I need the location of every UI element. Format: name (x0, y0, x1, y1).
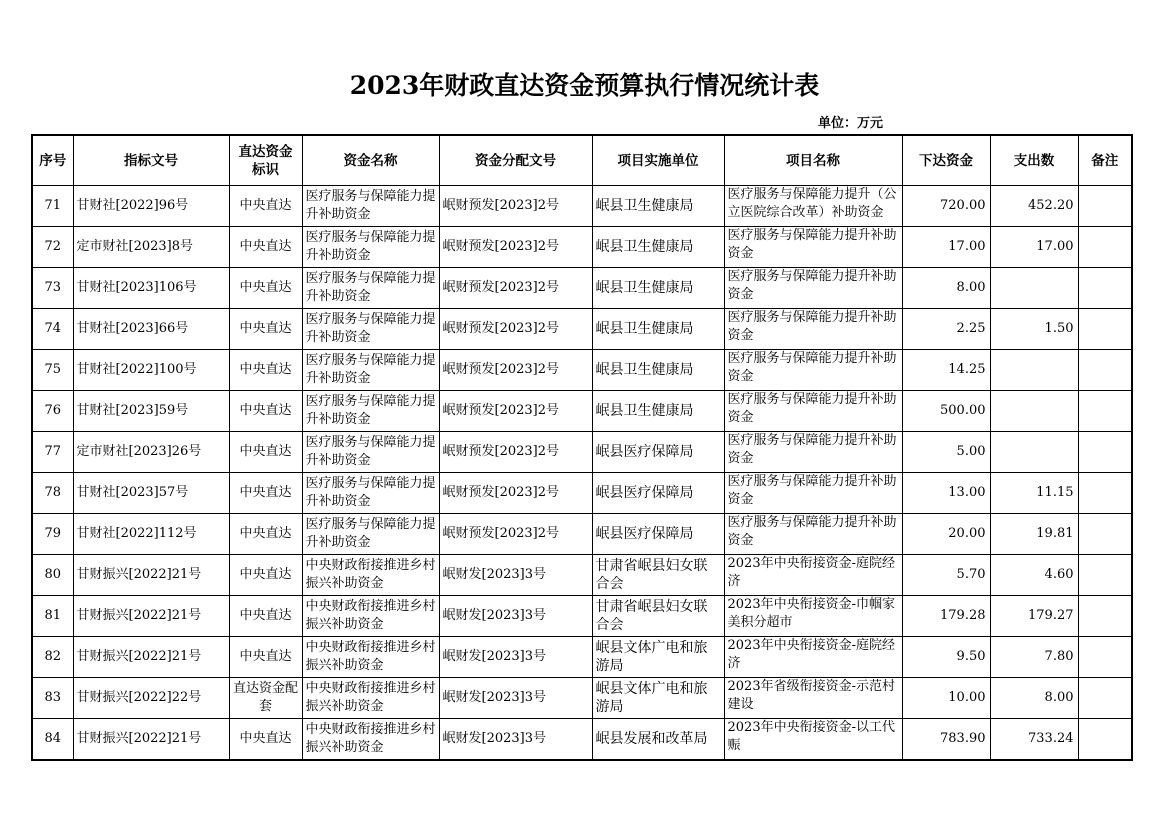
cell-alloc-doc: 岷财预发[2023]2号 (439, 391, 592, 432)
header-spent: 支出数 (990, 135, 1078, 186)
cell-project-name-text: 2023年中央衔接资金-以工代赈 (727, 720, 895, 753)
cell-impl-unit: 甘肃省岷县妇女联合会 (592, 555, 724, 596)
cell-spent: 452.20 (990, 186, 1078, 227)
table-row (32, 678, 1132, 719)
cell-issued: 500.00 (902, 391, 990, 432)
table-header-row (32, 135, 1132, 186)
cell-impl-unit: 岷县医疗保障局 (592, 514, 724, 555)
table-row (32, 186, 1132, 227)
header-seq: 序号 (32, 135, 73, 186)
page-title: 2023年财政直达资金预算执行情况统计表 (349, 71, 820, 100)
cell-doc-no: 甘财社[2023]66号 (73, 309, 229, 350)
header-fund-name: 资金名称 (302, 135, 439, 186)
cell-remark (1078, 596, 1132, 637)
cell-alloc-doc: 岷财预发[2023]2号 (439, 268, 592, 309)
cell-alloc-doc: 岷财发[2023]3号 (439, 637, 592, 678)
table-row (32, 309, 1132, 350)
cell-project-name-text: 医疗服务与保障能力提升补助资金 (727, 310, 897, 343)
unit-label: 单位：万元 (818, 116, 884, 131)
cell-remark (1078, 186, 1132, 227)
cell-seq: 78 (32, 473, 73, 514)
cell-remark (1078, 514, 1132, 555)
table-row (32, 391, 1132, 432)
table-row (32, 350, 1132, 391)
table-row (32, 432, 1132, 473)
cell-project-name-text: 2023年中央衔接资金-庭院经济 (727, 556, 895, 589)
cell-doc-no: 甘财社[2022]100号 (73, 350, 229, 391)
cell-doc-no: 甘财社[2023]106号 (73, 268, 229, 309)
cell-impl-unit: 岷县卫生健康局 (592, 350, 724, 391)
cell-impl-unit: 岷县卫生健康局 (592, 309, 724, 350)
cell-direct-flag: 中央直达 (229, 719, 302, 761)
cell-doc-no: 甘财振兴[2022]22号 (73, 678, 229, 719)
cell-issued: 10.00 (902, 678, 990, 719)
cell-impl-unit: 岷县卫生健康局 (592, 227, 724, 268)
cell-seq: 84 (32, 719, 73, 761)
cell-doc-no: 甘财振兴[2022]21号 (73, 596, 229, 637)
cell-seq: 72 (32, 227, 73, 268)
cell-impl-unit: 岷县卫生健康局 (592, 186, 724, 227)
cell-doc-no: 甘财社[2023]59号 (73, 391, 229, 432)
cell-alloc-doc: 岷财发[2023]3号 (439, 678, 592, 719)
cell-project-name (724, 596, 902, 637)
cell-fund-name: 中央财政衔接推进乡村振兴补助资金 (302, 596, 439, 637)
cell-direct-flag: 直达资金配套 (229, 678, 302, 719)
cell-fund-name: 医疗服务与保障能力提升补助资金 (302, 309, 439, 350)
cell-direct-flag: 中央直达 (229, 268, 302, 309)
cell-project-name-text: 医疗服务与保障能力提升补助资金 (727, 392, 897, 425)
table-row (32, 596, 1132, 637)
cell-spent (990, 350, 1078, 391)
cell-project-name-text: 医疗服务与保障能力提升补助资金 (727, 433, 897, 466)
cell-fund-name: 医疗服务与保障能力提升补助资金 (302, 227, 439, 268)
cell-project-name-text: 医疗服务与保障能力提升补助资金 (727, 228, 897, 261)
cell-remark (1078, 268, 1132, 309)
cell-fund-name: 医疗服务与保障能力提升补助资金 (302, 268, 439, 309)
cell-issued: 5.00 (902, 432, 990, 473)
cell-doc-no: 甘财社[2022]96号 (73, 186, 229, 227)
cell-project-name-text: 医疗服务与保障能力提升补助资金 (727, 269, 897, 302)
cell-alloc-doc: 岷财预发[2023]2号 (439, 227, 592, 268)
cell-seq: 74 (32, 309, 73, 350)
header-alloc-doc: 资金分配文号 (439, 135, 592, 186)
cell-direct-flag: 中央直达 (229, 227, 302, 268)
cell-direct-flag: 中央直达 (229, 596, 302, 637)
cell-fund-name: 医疗服务与保障能力提升补助资金 (302, 473, 439, 514)
cell-project-name-text: 2023年中央衔接资金-巾帼家美积分超市 (727, 597, 895, 630)
cell-project-name (724, 350, 902, 391)
cell-project-name (724, 555, 902, 596)
cell-spent: 1.50 (990, 309, 1078, 350)
cell-project-name (724, 678, 902, 719)
cell-alloc-doc: 岷财预发[2023]2号 (439, 432, 592, 473)
cell-spent: 11.15 (990, 473, 1078, 514)
cell-direct-flag: 中央直达 (229, 555, 302, 596)
cell-issued: 20.00 (902, 514, 990, 555)
cell-direct-flag: 中央直达 (229, 637, 302, 678)
cell-issued: 2.25 (902, 309, 990, 350)
cell-remark (1078, 391, 1132, 432)
cell-project-name-text: 2023年中央衔接资金-庭院经济 (727, 638, 895, 671)
cell-issued: 179.28 (902, 596, 990, 637)
cell-alloc-doc: 岷财发[2023]3号 (439, 596, 592, 637)
cell-fund-name: 中央财政衔接推进乡村振兴补助资金 (302, 555, 439, 596)
cell-issued: 783.90 (902, 719, 990, 761)
table-row (32, 514, 1132, 555)
cell-project-name (724, 514, 902, 555)
cell-impl-unit: 岷县发展和改革局 (592, 719, 724, 761)
cell-project-name-text: 2023年省级衔接资金-示范村建设 (727, 679, 895, 712)
cell-issued: 14.25 (902, 350, 990, 391)
cell-doc-no: 甘财振兴[2022]21号 (73, 555, 229, 596)
cell-issued: 720.00 (902, 186, 990, 227)
cell-direct-flag: 中央直达 (229, 186, 302, 227)
cell-project-name-text: 医疗服务与保障能力提升（公立医院综合改革）补助资金 (727, 187, 897, 220)
cell-remark (1078, 678, 1132, 719)
cell-spent: 17.00 (990, 227, 1078, 268)
cell-project-name-text: 医疗服务与保障能力提升补助资金 (727, 351, 897, 384)
cell-project-name (724, 719, 902, 761)
cell-remark (1078, 432, 1132, 473)
cell-alloc-doc: 岷财预发[2023]2号 (439, 473, 592, 514)
cell-project-name-text: 医疗服务与保障能力提升补助资金 (727, 515, 897, 548)
header-remark: 备注 (1078, 135, 1132, 186)
cell-impl-unit: 岷县医疗保障局 (592, 473, 724, 514)
cell-seq: 75 (32, 350, 73, 391)
cell-remark (1078, 637, 1132, 678)
cell-seq: 82 (32, 637, 73, 678)
cell-issued: 17.00 (902, 227, 990, 268)
cell-direct-flag: 中央直达 (229, 514, 302, 555)
cell-impl-unit: 甘肃省岷县妇女联合会 (592, 596, 724, 637)
cell-fund-name: 医疗服务与保障能力提升补助资金 (302, 514, 439, 555)
table-row (32, 637, 1132, 678)
cell-spent (990, 432, 1078, 473)
cell-project-name-text: 医疗服务与保障能力提升补助资金 (727, 474, 897, 507)
cell-seq: 76 (32, 391, 73, 432)
cell-direct-flag: 中央直达 (229, 473, 302, 514)
cell-direct-flag: 中央直达 (229, 432, 302, 473)
cell-doc-no: 甘财振兴[2022]21号 (73, 719, 229, 761)
cell-doc-no: 定市财社[2023]26号 (73, 432, 229, 473)
cell-seq: 79 (32, 514, 73, 555)
table-row (32, 555, 1132, 596)
cell-fund-name: 医疗服务与保障能力提升补助资金 (302, 350, 439, 391)
cell-project-name (724, 432, 902, 473)
cell-impl-unit: 岷县卫生健康局 (592, 268, 724, 309)
table-body (32, 186, 1132, 761)
cell-fund-name: 中央财政衔接推进乡村振兴补助资金 (302, 719, 439, 761)
cell-spent: 733.24 (990, 719, 1078, 761)
cell-issued: 9.50 (902, 637, 990, 678)
cell-project-name (724, 473, 902, 514)
cell-spent: 7.80 (990, 637, 1078, 678)
cell-issued: 8.00 (902, 268, 990, 309)
cell-spent: 19.81 (990, 514, 1078, 555)
cell-alloc-doc: 岷财预发[2023]2号 (439, 309, 592, 350)
cell-direct-flag: 中央直达 (229, 309, 302, 350)
cell-spent (990, 391, 1078, 432)
header-project-name: 项目名称 (724, 135, 902, 186)
cell-project-name (724, 227, 902, 268)
cell-project-name (724, 637, 902, 678)
cell-alloc-doc: 岷财预发[2023]2号 (439, 514, 592, 555)
cell-fund-name: 医疗服务与保障能力提升补助资金 (302, 391, 439, 432)
cell-doc-no: 定市财社[2023]8号 (73, 227, 229, 268)
cell-seq: 80 (32, 555, 73, 596)
cell-impl-unit: 岷县文体广电和旅游局 (592, 678, 724, 719)
table-row (32, 473, 1132, 514)
cell-direct-flag: 中央直达 (229, 391, 302, 432)
cell-alloc-doc: 岷财发[2023]3号 (439, 555, 592, 596)
cell-remark (1078, 309, 1132, 350)
cell-impl-unit: 岷县文体广电和旅游局 (592, 637, 724, 678)
cell-remark (1078, 719, 1132, 761)
cell-fund-name: 中央财政衔接推进乡村振兴补助资金 (302, 678, 439, 719)
header-doc-no: 指标文号 (73, 135, 229, 186)
cell-project-name (724, 391, 902, 432)
cell-seq: 71 (32, 186, 73, 227)
cell-doc-no: 甘财社[2022]112号 (73, 514, 229, 555)
cell-remark (1078, 555, 1132, 596)
header-issued: 下达资金 (902, 135, 990, 186)
cell-spent: 4.60 (990, 555, 1078, 596)
cell-spent (990, 268, 1078, 309)
cell-seq: 77 (32, 432, 73, 473)
cell-seq: 73 (32, 268, 73, 309)
table-row (32, 719, 1132, 761)
cell-spent: 179.27 (990, 596, 1078, 637)
table-row (32, 268, 1132, 309)
cell-alloc-doc: 岷财预发[2023]2号 (439, 350, 592, 391)
header-direct-flag: 直达资金标识 (229, 135, 302, 186)
cell-alloc-doc: 岷财发[2023]3号 (439, 719, 592, 761)
cell-fund-name: 医疗服务与保障能力提升补助资金 (302, 186, 439, 227)
cell-direct-flag: 中央直达 (229, 350, 302, 391)
header-impl-unit: 项目实施单位 (592, 135, 724, 186)
cell-remark (1078, 473, 1132, 514)
cell-alloc-doc: 岷财预发[2023]2号 (439, 186, 592, 227)
cell-seq: 81 (32, 596, 73, 637)
cell-project-name (724, 268, 902, 309)
cell-issued: 5.70 (902, 555, 990, 596)
cell-seq: 83 (32, 678, 73, 719)
cell-doc-no: 甘财社[2023]57号 (73, 473, 229, 514)
cell-remark (1078, 227, 1132, 268)
cell-doc-no: 甘财振兴[2022]21号 (73, 637, 229, 678)
cell-project-name (724, 186, 902, 227)
table-row (32, 227, 1132, 268)
budget-table (31, 134, 1133, 761)
cell-fund-name: 医疗服务与保障能力提升补助资金 (302, 432, 439, 473)
cell-project-name (724, 309, 902, 350)
cell-spent: 8.00 (990, 678, 1078, 719)
cell-issued: 13.00 (902, 473, 990, 514)
cell-remark (1078, 350, 1132, 391)
cell-impl-unit: 岷县医疗保障局 (592, 432, 724, 473)
cell-impl-unit: 岷县卫生健康局 (592, 391, 724, 432)
cell-fund-name: 中央财政衔接推进乡村振兴补助资金 (302, 637, 439, 678)
